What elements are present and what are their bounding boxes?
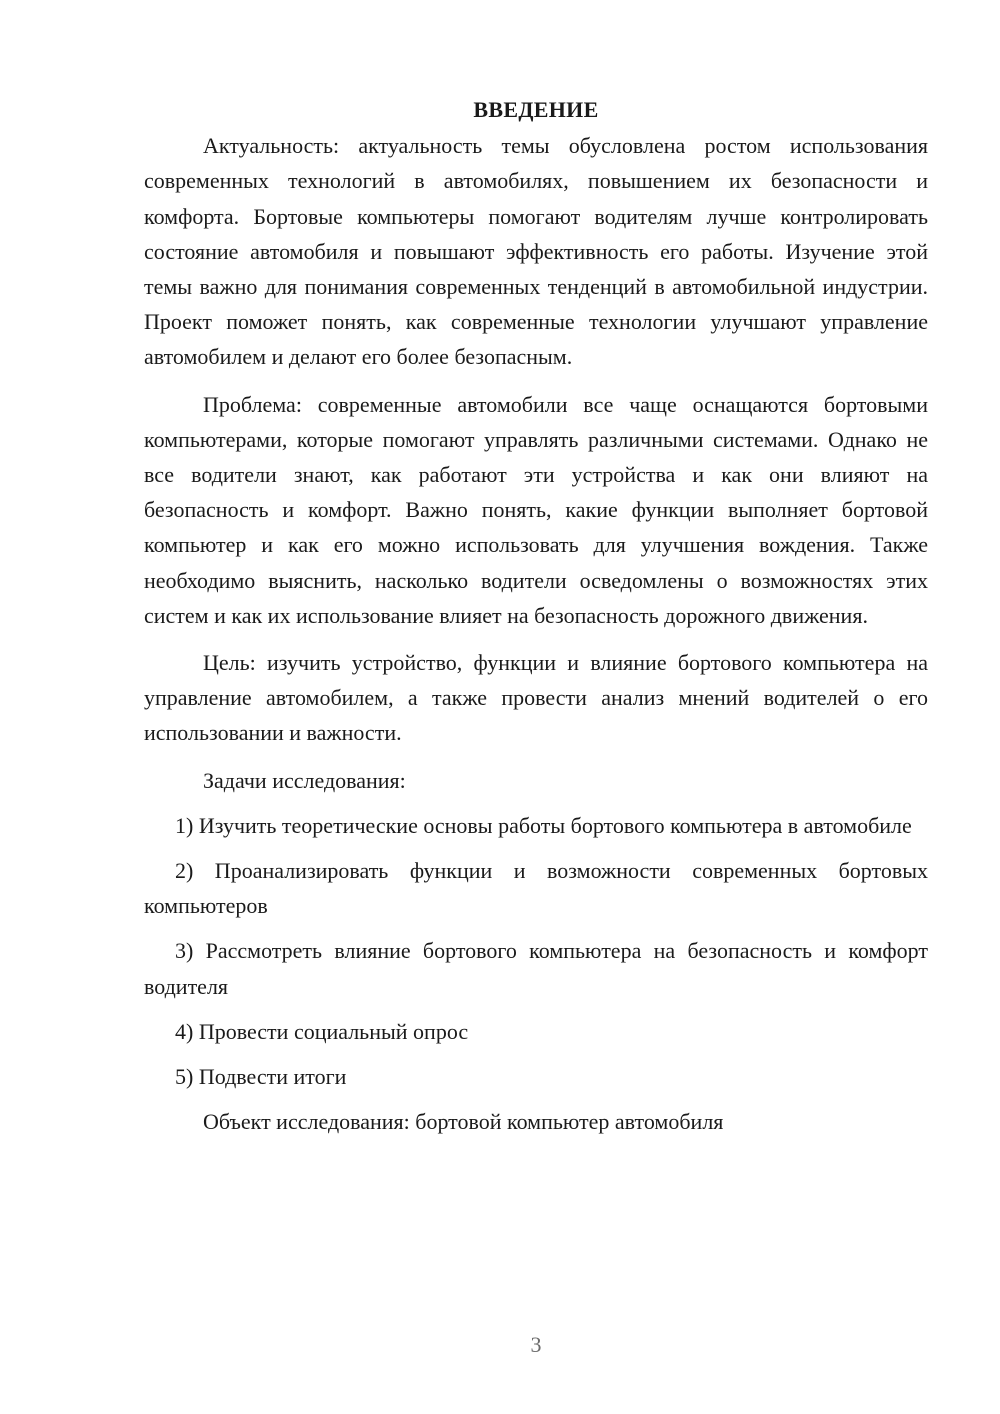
goal-paragraph: Цель: изучить устройство, функции и влияние бортового компьютера на управление автомобилем, а также провести анализ мнений водителей о его использовании и важности. [144, 650, 928, 746]
section-title: ВВЕДЕНИЕ [473, 97, 599, 122]
list-item: 2) Проанализировать функции и возможности современных бортовых компьютеров [144, 858, 928, 919]
tasks-heading: Задачи исследования: [203, 767, 406, 793]
relevance-paragraph: Актуальность: актуальность темы обусловлена ростом использования современных технологий в автомобилях, повышением их безопасности и комфорта. Бортовые компьютеры помогают водителям лучше контролировать состояние автомобиля и повышают эффективность его работы. Изучение этой темы важно для понимания современных тенденций в автомобильной индустрии. Проект поможет понять, как современные технологии улучшают управление автомобилем и делают его более безопасным. [144, 133, 928, 370]
list-item: 1) Изучить теоретические основы работы бортового компьютера в автомобиле [175, 812, 912, 838]
object-paragraph: Объект исследования: бортовой компьютер автомобиля [203, 1109, 724, 1135]
list-item: 5) Подвести итоги [175, 1064, 347, 1090]
tasks-list [144, 808, 928, 1094]
list-item: 4) Провести социальный опрос [175, 1018, 469, 1044]
list-item: 3) Рассмотреть влияние бортового компьютера на безопасность и комфорт водителя [144, 938, 928, 999]
page-body [144, 92, 928, 1139]
problem-paragraph: Проблема: современные автомобили все чаще оснащаются бортовыми компьютерами, которые помогают управлять различными системами. Однако не все водители знают, как работают эти устройства и как они влияют на безопасность и комфорт. Важно понять, какие функции выполняет бортовой компьютер и как его можно использовать для улучшения вождения. Также необходимо выяснить, насколько водители осведомлены о возможностях этих систем и как их использование влияет на безопасность дорожного движения. [144, 391, 928, 628]
page-number: 3 [530, 1332, 542, 1357]
